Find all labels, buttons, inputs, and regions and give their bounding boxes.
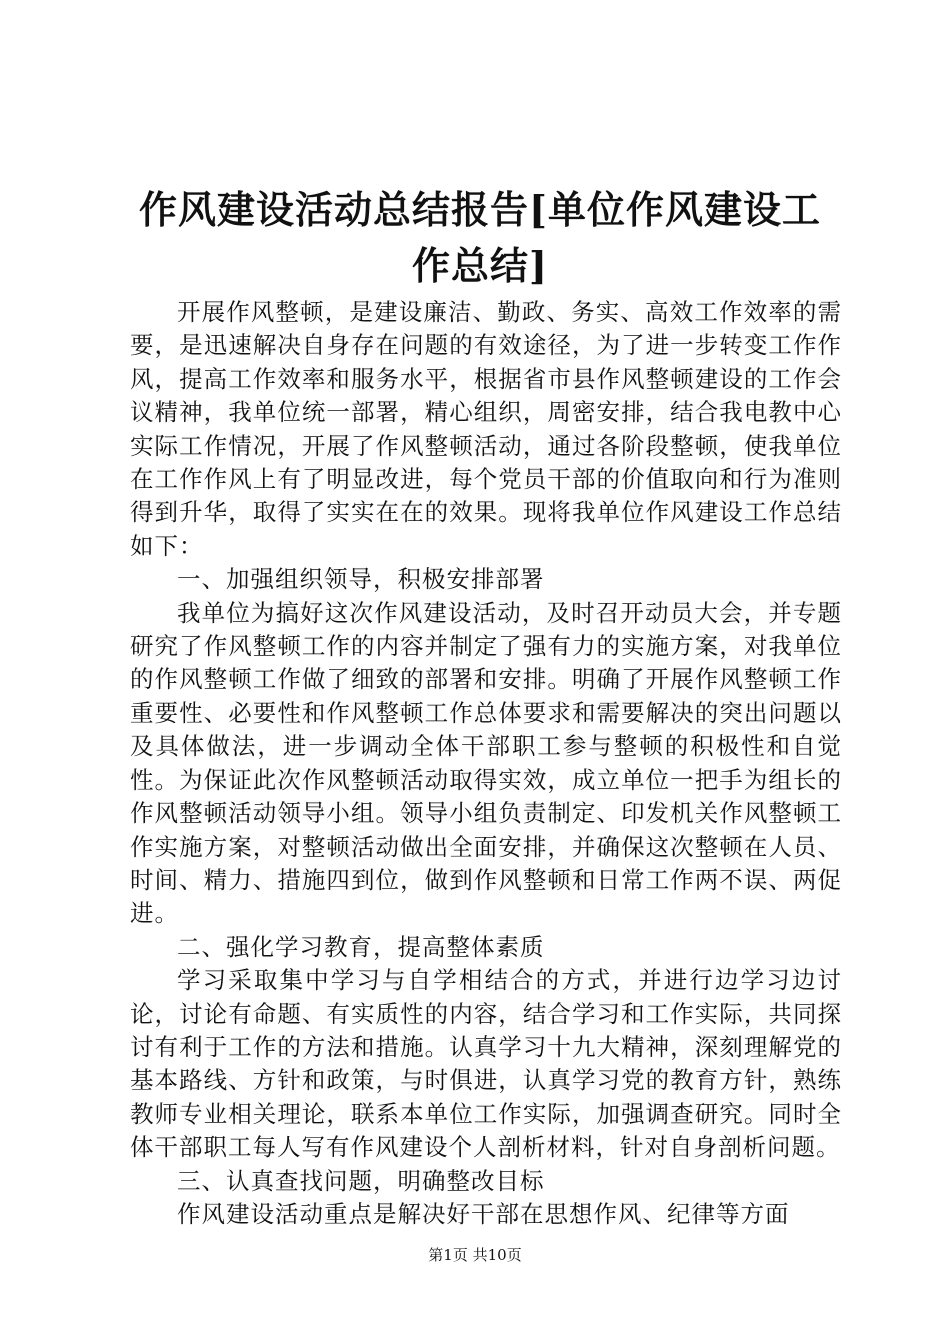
section-heading-1: 一、加强组织领导，积极安排部署	[177, 565, 545, 594]
intro-paragraph: 开展作风整顿，是建设廉洁、勤政、务实、高效工作效率的需要，是迅速解决自身存在问题的有效途径，为了进一步转变工作作风，提高工作效率和服务水平，根据省市县作风整顿建设的工作会议精神，我单位统一部署，精心组织，周密安排，结合我电教中心实际工作情况，开展了作风整顿活动，通过各阶段整顿，使我单位在工作作风上有了明显改进，每个党员干部的价值取向和行为准则得到升华，取得了实实在在的效果。现将我单位作风建设工作总结如下：	[130, 298, 842, 560]
page-footer: 第1页 共10页	[428, 1246, 522, 1264]
section-3-paragraph: 作风建设活动重点是解决好干部在思想作风、纪律等方面	[177, 1199, 790, 1228]
section-heading-2: 二、强化学习教育，提高整体素质	[177, 932, 545, 961]
section-1-paragraph: 我单位为搞好这次作风建设活动，及时召开动员大会，并专题研究了作风整顿工作的内容并制定了强有力的实施方案，对我单位的作风整顿工作做了细致的部署和安排。明确了开展作风整顿工作重要性、必要性和作风整顿工作总体要求和需要解决的突出问题以及具体做法，进一步调动全体干部职工参与整顿的积极性和自觉性。为保证此次作风整顿活动取得实效，成立单位一把手为组长的作风整顿活动领导小组。领导小组负责制定、印发机关作风整顿工作实施方案，对整顿活动做出全面安排，并确保这次整顿在人员、时间、精力、措施四到位，做到作风整顿和日常工作两不误、两促进。	[130, 598, 842, 928]
document-title: 作风建设活动总结报告[单位作风建设工作总结]	[139, 187, 821, 288]
section-2-paragraph: 学习采取集中学习与自学相结合的方式，并进行边学习边讨论，讨论有命题、有实质性的内容，结合学习和工作实际，共同探讨有利于工作的方法和措施。认真学习十九大精神，深刻理解党的基本路线、方针和政策，与时俱进，认真学习党的教育方针，熟练教师专业相关理论，联系本单位工作实际，加强调查研究。同时全体干部职工每人写有作风建设个人剖析材料，针对自身剖析问题。	[130, 966, 842, 1162]
document-body	[130, 296, 842, 1231]
section-heading-3: 三、认真查找问题，明确整改目标	[177, 1166, 545, 1195]
